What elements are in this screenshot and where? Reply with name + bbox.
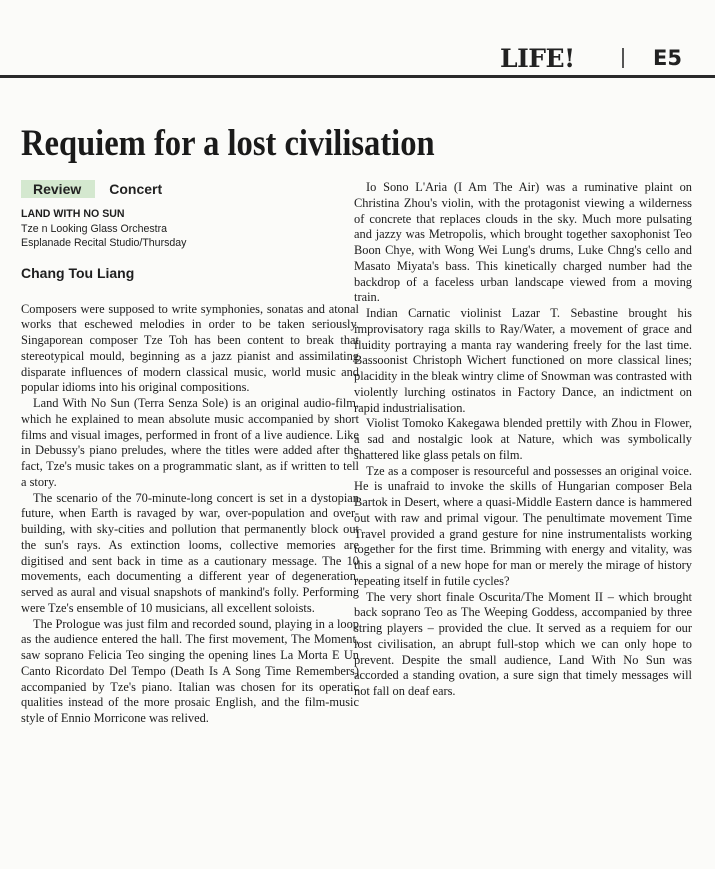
kicker-review-label: Review [21, 180, 95, 198]
section-name: LIFE! [500, 44, 575, 73]
right-column [354, 180, 692, 700]
event-title: LAND WITH NO SUN [21, 208, 125, 220]
paragraph: Violist Tomoko Kakegawa blended prettily with Zhou in Flower, a sad and nostalgic look at Nature, which was symbolically shattered like glass petals on film. [354, 416, 692, 462]
paragraph: Land With No Sun (Terra Senza Sole) is an original audio-film, which he explained to mean absolute music accompanied by short films and visual images, performed in front of a live audience. Like in Debussy's piano preludes, where the titles were added after the fact, Tze's music takes on a programmatic slant, as if written to tell a story. [21, 396, 359, 489]
paragraph: The scenario of the 70-minute-long concert is set in a dystopian future, when Earth is ravaged by war, over-population and over-building, with sky-cities and pollution that permanently block out the sun's rays. As extinction looms, collective memories are digitised and sent back in time as a cautionary message. The 10 movements, each documenting a different year of degeneration, served as aural and visual snapshots of mankind's folly. Performing were Tze's ensemble of 10 musicians, all excellent soloists. [21, 490, 359, 615]
paragraph: Indian Carnatic violinist Lazar T. Sebastine brought his improvisatory raga skills to Ray/Water, a movement of grace and fluidity portraying a manta ray wandering freely for the last time. Bassoonist Christoph Wichert functioned on more classical lines; placidity in the bleak wintry clime of Snowman was contrasted with violently lurching ostinatos in Factory Dance, an indictment on rapid industrialisation. [354, 306, 692, 415]
masthead [0, 0, 715, 80]
event-performer: Tze n Looking Glass Orchestra [21, 222, 168, 235]
event-venue: Esplanade Recital Studio/Thursday [21, 237, 187, 249]
headline: Requiem for a lost civilisation [21, 123, 435, 164]
kicker-category: Concert [109, 181, 163, 197]
byline: Chang Tou Liang [21, 264, 135, 281]
masthead-separator [622, 48, 624, 68]
event-credit [21, 207, 359, 251]
left-body-text [21, 302, 359, 727]
paragraph: The very short finale Oscurita/The Moment II – which brought back soprano Teo as The Weeping Goddess, accompanied by three string players – provided the clue. It served as a requiem for our lost civilisation, an abrupt full-stop which we can only hope to prevent. Despite the small audience, Land With No Sun was accorded a standing ovation, a sure sign that timely messages will not fall on deaf ears. [354, 589, 692, 698]
paragraph: Composers were supposed to write symphonies, sonatas and atonal works that eschewed melodies in order to be taken seriously. Singaporean composer Tze Toh has been content to break that stereotypical mould, beginning as a jazz pianist and assimilating disparate influences of modern classical music, world music and popular idioms into his original compositions. [21, 301, 359, 395]
paragraph: Io Sono L'Aria (I Am The Air) was a ruminative plaint on Christina Zhou's violin, with the protagonist viewing a wilderness of concrete that replaces clouds in the sky. Much more pulsating and jazzy was Metropolis, which brought together saxophonist Teo Boon Chye, with Wong Wei Lung's drums, Luke Chng's cello and Masato Miyata's bass. This kinetically charged number had the backdrop of a faceless urban landscape viewed from a moving train. [354, 180, 692, 305]
left-column [21, 180, 359, 727]
masthead-rule [0, 75, 715, 78]
page-number: E5 [653, 46, 682, 70]
paragraph: The Prologue was just film and recorded sound, playing in a loop as the audience entered the hall. The first movement, The Moment, saw soprano Felicia Teo singing the opening lines La Morta E Un Canto Ricordato Del Tempo (Death Is A Song Time Remembers) accompanied by Tze's piano. Italian was chosen for its operatic qualities instead of the more prosaic English, and the film-music style of Ennio Morricone was relived. [21, 616, 359, 725]
paragraph: Tze as a composer is resourceful and possesses an original voice. He is unafraid to invoke the skills of Hungarian composer Bela Bartok in Desert, where a quasi-Middle Eastern dance is hammered out with raw and primal vigour. The penultimate movement Time Travel provided a grand gesture for nine instrumentalists working together for the first time. Brimming with energy and vitality, was this a signal of a new hope for man or merely the mirage of history repeating itself in futile cycles? [354, 463, 692, 588]
kicker [21, 180, 359, 200]
